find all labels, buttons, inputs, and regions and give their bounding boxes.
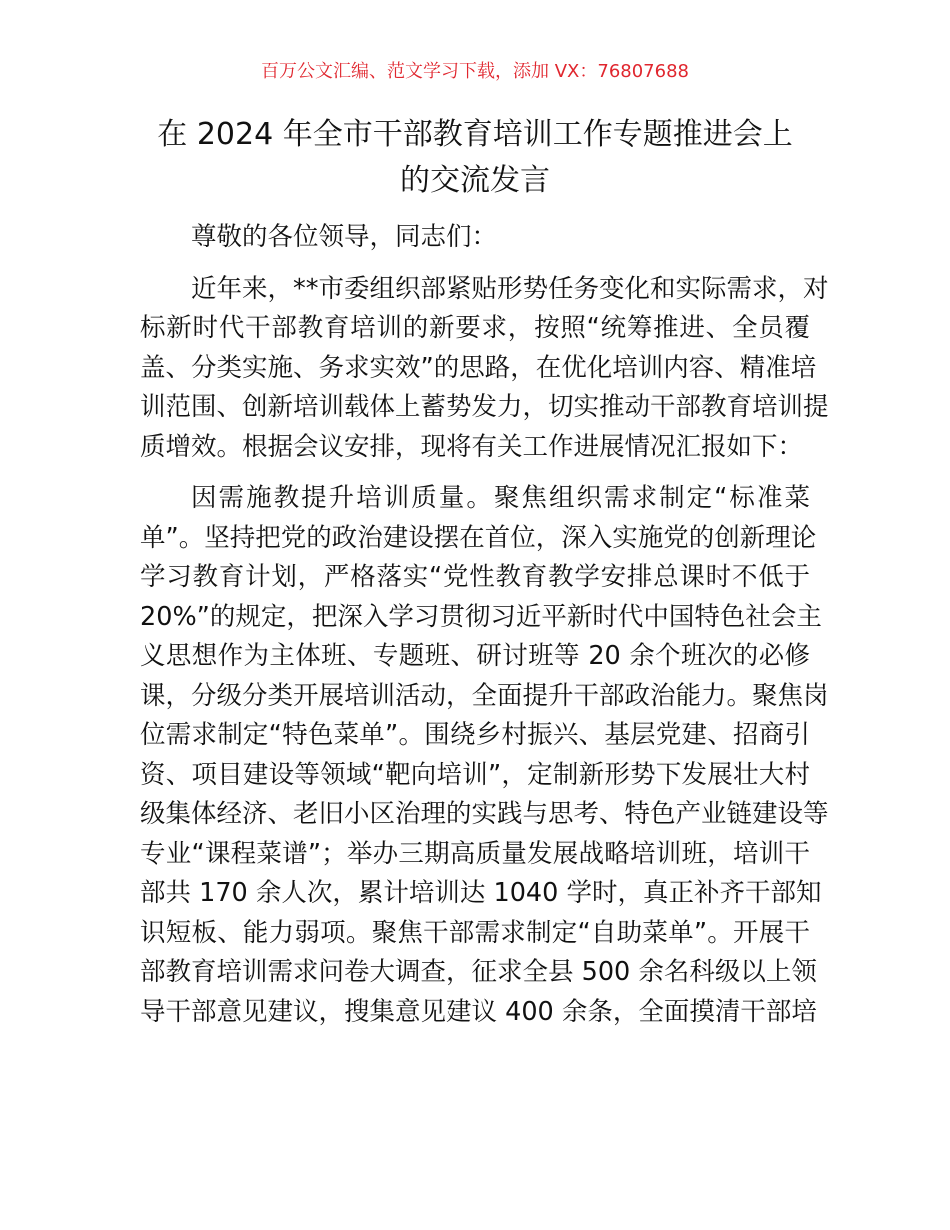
- text-line: 课，分级分类开展培训活动，全面提升干部政治能力。聚焦岗: [140, 680, 829, 711]
- text-line: 资、项目建设等领域“靶向培训”，定制新形势下发展壮大村: [140, 759, 810, 790]
- text-line: 位需求制定“特色菜单”。围绕乡村振兴、基层党建、招商引: [140, 720, 810, 750]
- text-line: 盖、分类实施、务求实效”的思路，在优化培训内容、精准培: [140, 352, 817, 383]
- text-line: 导干部意见建议，搜集意见建议 400 余条，全面摸清干部培: [140, 996, 817, 1027]
- watermark-header: 百万公文汇编、范文学习下载，添加 VX：76807688: [261, 61, 689, 82]
- text-line: 学习教育计划，严格落实“党性教育教学安排总课时不低于: [140, 562, 810, 592]
- text-line: 因需施教提升培训质量。聚焦组织需求制定“标准菜: [191, 483, 810, 513]
- title-line-2: 的交流发言: [400, 163, 550, 198]
- text-line: 标新时代干部教育培训的新要求，按照“统筹推进、全员覆: [140, 313, 810, 343]
- text-line: 部教育培训需求问卷大调查，征求全县 500 余名科级以上领: [140, 957, 817, 987]
- salutation-paragraph: [140, 218, 810, 258]
- text-line: 质增效。根据会议安排，现将有关工作进展情况汇报如下：: [140, 431, 804, 462]
- text-line: 训范围、创新培训载体上蓄势发力，切实推动干部教育培训提: [140, 392, 829, 422]
- document-title: [120, 112, 830, 204]
- paragraph-training-quality: [140, 479, 829, 1032]
- text-line: 部共 170 余人次，累计培训达 1040 学时，真正补齐干部知: [140, 878, 822, 908]
- text-line: 单”。坚持把党的政治建设摆在首位，深入实施党的创新理论: [140, 522, 817, 553]
- document-body: [140, 218, 829, 1044]
- title-line-1: 在 2024 年全市干部教育培训工作专题推进会上: [157, 117, 793, 152]
- text-line: 专业“课程菜谱”；举办三期高质量发展战略培训班，培训干: [140, 838, 810, 869]
- text-line: 20%”的规定，把深入学习贯彻习近平新时代中国特色社会主: [140, 601, 822, 632]
- paragraph-intro: [140, 270, 829, 468]
- text-line: 义思想作为主体班、专题班、研讨班等 20 余个班次的必修: [140, 641, 810, 671]
- salutation: 尊敬的各位领导，同志们：: [191, 222, 498, 252]
- text-line: 近年来，**市委组织部紧贴形势任务变化和实际需求，对: [191, 273, 829, 304]
- text-line: 识短板、能力弱项。聚焦干部需求制定“自助菜单”。开展干: [140, 917, 810, 948]
- text-line: 级集体经济、老旧小区治理的实践与思考、特色产业链建设等: [140, 799, 829, 829]
